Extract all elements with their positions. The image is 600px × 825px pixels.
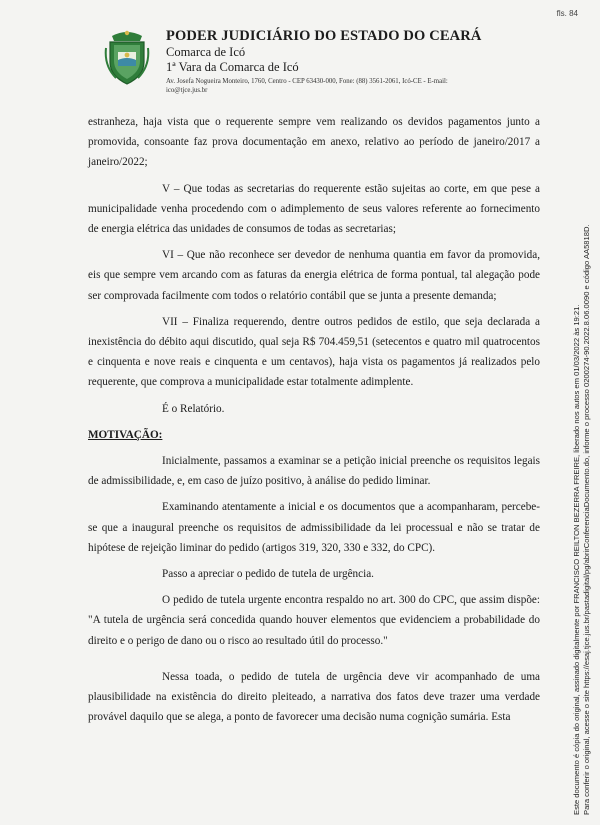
page-folio: fls. 84: [556, 9, 578, 18]
paragraph-initial-exam: Inicialmente, passamos a examinar se a petição inicial preenche os requisitos legais de admissibilidade, e, em caso de juízo positivo, à análise do pedido liminar.: [88, 455, 540, 488]
paragraph-item-v: V – Que todas as secretarias do requerente estão sujeitas ao corte, em que pese a municipalidade venha procedendo com o adimplemento de seus valores referente ao fornecimento de energia elétrica das unidades de consumos de todas as secretarias;: [88, 182, 540, 236]
paragraph-urgency-intro: Passo a apreciar o pedido de tutela de urgência.: [162, 568, 374, 581]
ceara-coat-of-arms-icon: [104, 26, 150, 86]
signature-notice-line-1: Este documento é cópia do original, assinado digitalmente por FRANCISCO REILTON BEZERRA FREIRE, liberado nos autos em 01/03/2022 às 19:21.: [572, 304, 581, 815]
paragraph-continuation: estranheza, haja vista que o requerente sempre vem realizando os devidos pagamentos junto a promovida, consoante faz prova documentação em anexo, relativo ao período de janeiro/2017 a janeiro/2022;: [88, 116, 540, 169]
address-line-1: Av. Josefa Nogueira Monteiro, 1760, Centro - CEP 63430-000, Fone: (88) 3561-2061, Icó-CE - E-mail:: [166, 78, 448, 85]
court-address: [166, 77, 526, 95]
section-heading-motivacao: MOTIVAÇÃO:: [88, 428, 163, 441]
paragraph-item-vii: VII – Finaliza requerendo, dentre outros pedidos de estilo, que seja declarada a inexistência do débito aqui discutido, qual seja R$ 704.459,51 (setecentos e quatro mil quatrocentos e cinquenta e nove reais e cinquenta e um centavos), haja vista os pagamentos já realizados pelo requerente, que comprova a municipalidade estar totalmente adimplente.: [88, 315, 540, 389]
paragraph-report-end: É o Relatório.: [162, 402, 225, 415]
paragraph-item-vi: VI – Que não reconhece ser devedor de nenhuma quantia em favor da promovida, eis que sempre vem arcando com as faturas da energia elétrica de forma pontual, tal alegação pode ser comprovada facilmente com todos o relatório contábil que se junta a presente demanda;: [88, 249, 540, 302]
document-header: [166, 28, 526, 95]
signature-notice-line-2: Para conferir o original, acesse o site https://esaj.tjce.jus.br/pastadigital/pg/abrirConferenciaDocumento.do, informe o processo 0200274-90.2022.8.06.0090 e código AA5818D.: [582, 224, 591, 815]
court-name: PODER JUDICIÁRIO DO ESTADO DO CEARÁ: [166, 28, 482, 44]
comarca-name: Comarca de Icó: [166, 45, 246, 59]
paragraph-plausibility: Nessa toada, o pedido de tutela de urgência deve vir acompanhado de uma plausibilidade na existência do direito pleiteado, a narrativa dos fatos deve trazer uma verdade provável daquilo que se alega, a ponto de favorecer uma decisão numa cognição sumária. Esta: [88, 670, 540, 724]
address-email: ico@tjce.jus.br: [166, 87, 208, 94]
paragraph-admissibility: Examinando atentamente a inicial e os documentos que a acompanharam, percebe-se que a inaugural preenche os requisitos de admissibilidade da lei processual e não se tratar de hipótese de rejeição liminar do pedido (artigos 319, 320, 330 e 332, do CPC).: [88, 501, 540, 554]
document-body: [88, 112, 540, 727]
vara-name: 1ª Vara da Comarca de Icó: [166, 60, 299, 74]
paragraph-art-300: O pedido de tutela urgente encontra respaldo no art. 300 do CPC, que assim dispõe: "A tutela de urgência será concedida quando houver elementos que evidenciem a probabilidade do direito e o perigo de dano ou o risco ao resultado útil do processo.": [88, 594, 540, 647]
digital-signature-notice: [572, 95, 592, 815]
